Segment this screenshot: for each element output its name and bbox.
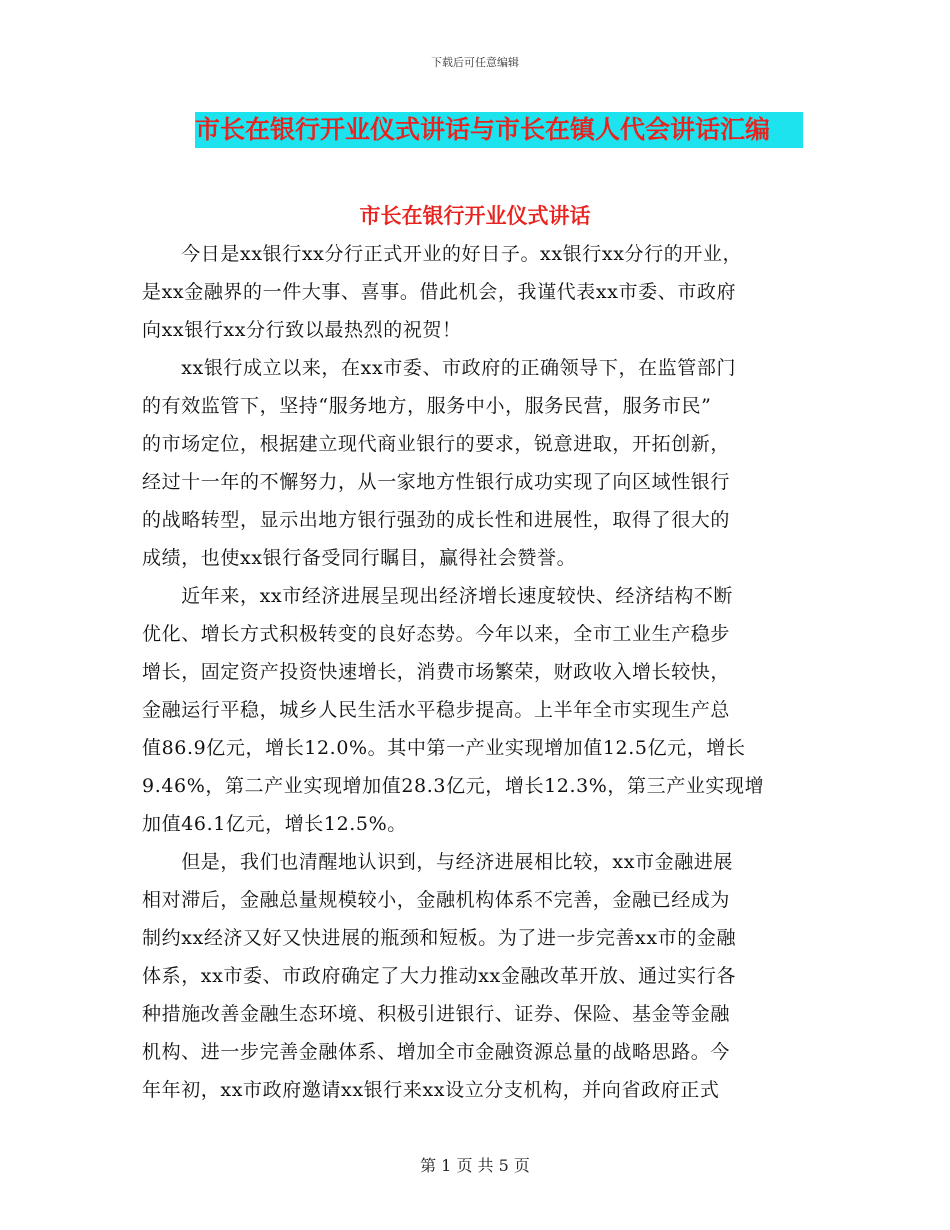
body-line: 的市场定位，根据建立现代商业银行的要求，锐意进取，开拓创新，	[142, 433, 731, 455]
body-line: 今日是xx银行xx分行正式开业的好日子。xx银行xx分行的开业，	[142, 243, 743, 265]
body-line: 相对滞后，金融总量规模较小，金融机构体系不完善，金融已经成为	[142, 889, 731, 911]
body-line: 成绩，也使xx银行备受同行瞩目，赢得社会赞誉。	[142, 547, 577, 569]
body-line: xx银行成立以来，在xx市委、市政府的正确领导下，在监管部门	[142, 357, 737, 379]
document-main-title: 市长在银行开业仪式讲话与市长在镇人代会讲话汇编	[195, 112, 803, 148]
body-line: 的有效监管下，坚持“服务地方，服务中小，服务民营，服务市民”	[142, 395, 712, 417]
body-line: 制约xx经济又好又快进展的瓶颈和短板。为了进一步完善xx市的金融	[142, 927, 737, 949]
body-line: 金融运行平稳，城乡人民生活水平稳步提高。上半年全市实现生产总	[142, 699, 731, 721]
body-line: 但是，我们也清醒地认识到，与经济进展相比较，xx市金融进展	[142, 851, 734, 873]
body-line: 的战略转型，显示出地方银行强劲的成长性和进展性，取得了很大的	[142, 509, 731, 531]
body-line: 优化、增长方式积极转变的良好态势。今年以来，全市工业生产稳步	[142, 623, 731, 645]
document-section-title: 市长在银行开业仪式讲话	[359, 204, 591, 228]
body-line: 体系，xx市委、市政府确定了大力推动xx金融改革开放、通过实行各	[142, 965, 737, 987]
page-header-note: 下载后可任意编辑	[431, 56, 519, 69]
body-line: 向xx银行xx分行致以最热烈的祝贺！	[142, 319, 462, 341]
body-line: 种措施改善金融生态环境、积极引进银行、证券、保险、基金等金融	[142, 1003, 731, 1025]
body-line: 机构、进一步完善金融体系、增加全市金融资源总量的战略思路。今	[142, 1041, 731, 1063]
body-line: 近年来，xx市经济进展呈现出经济增长速度较快、经济结构不断	[142, 585, 734, 607]
body-line: 经过十一年的不懈努力，从一家地方性银行成功实现了向区域性银行	[142, 471, 731, 493]
page-footer-page-number: 第 1 页 共 5 页	[420, 1156, 530, 1175]
body-line: 9.46%，第二产业实现增加值28.3亿元，增长12.3%，第三产业实现增	[142, 775, 765, 797]
body-line: 年年初，xx市政府邀请xx银行来xx设立分支机构，并向省政府正式	[142, 1079, 720, 1101]
body-line: 是xx金融界的一件大事、喜事。借此机会，我谨代表xx市委、市政府	[142, 281, 737, 303]
body-line: 值86.9亿元，增长12.0%。其中第一产业实现增加值12.5亿元，增长	[142, 737, 746, 759]
body-line: 增长，固定资产投资快速增长，消费市场繁荣，财政收入增长较快，	[142, 661, 731, 683]
body-line: 加值46.1亿元，增长12.5%。	[142, 813, 407, 835]
